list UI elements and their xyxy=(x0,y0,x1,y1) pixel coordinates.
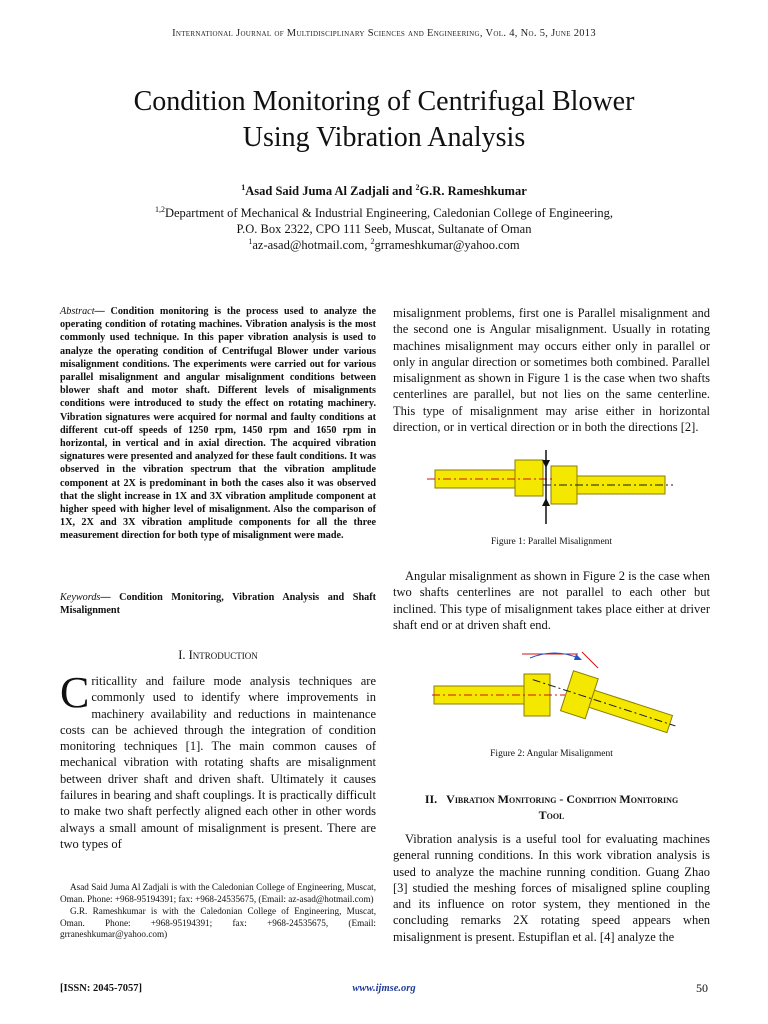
keywords xyxy=(60,591,376,617)
email-2: grrameshkumar@yahoo.com xyxy=(374,238,520,252)
journal-header: International Journal of Multidisciplinary Sciences and Engineering, Vol. 4, No. 5, June 2013 xyxy=(172,28,596,39)
author-2: G.R. Rameshkumar xyxy=(419,184,527,198)
affil-line-1: Department of Mechanical & Industrial Engineering, Caledonian College of Engineering, xyxy=(164,206,614,220)
figure-2-angular-misalignment xyxy=(430,646,680,736)
author-footnote xyxy=(60,882,376,942)
author-1: Asad Said Juma Al Zadjali xyxy=(245,184,390,198)
footnote-author-2: G.R. Rameshkumar is with the Caledonian College of Engineering, Muscat, Oman. Phone: +968-95194391; fax: +968-24535675, (Email: grraneshkumar@yahoo.com) xyxy=(60,906,376,940)
section-2-title-line-1: Vibration Monitoring - Condition Monitoring xyxy=(446,792,679,806)
footer-issn: [ISSN: 2045-7057] xyxy=(60,983,142,994)
section-1-number: I. xyxy=(178,648,189,662)
offset-arrow-bottom-icon xyxy=(542,498,550,506)
author1-marker: 1 xyxy=(241,182,246,192)
author2-marker: 2 xyxy=(415,182,420,192)
right-para-3: Vibration analysis is a useful tool for evaluating machines general running conditions. In this work vibration analysis is used to analyze the machine running condition. Guang Zhao [3] studied the meshing forces of misaligned spline coupling and its influence on rotor system, they mentioned in the concluding remarks 2X rotating speed appears when misalignment is present. Estupiflan et al. [4] analyze the xyxy=(393,832,710,944)
email-1: az-asad@hotmail.com, xyxy=(252,238,371,252)
affil-marker: 1,2 xyxy=(154,204,165,214)
affiliation xyxy=(0,205,768,253)
figure-2-caption: Figure 2: Angular Misalignment xyxy=(490,749,613,759)
angle-arrow-icon xyxy=(574,654,582,660)
title-line-2: Using Vibration Analysis xyxy=(242,122,526,153)
title-line-1: Condition Monitoring of Centrifugal Blower xyxy=(133,86,635,117)
section-2-number: II. xyxy=(424,792,438,806)
page-number: 50 xyxy=(696,981,708,995)
right-para-1: misalignment problems, first one is Parallel misalignment and the second one is Angular misalignment. Usually in rotating machines misalignment may occurs either only in parallel or only in angular direction or sometimes both combined. Parallel misalignment as shown in Figure 1 is the case when two shafts centerlines are parallel, but not lies on the same centerline. This type of misalignment may arise either in horizontal direction, or in vertical direction or in both the directions [2]. xyxy=(393,306,710,435)
driver-shaft xyxy=(434,686,524,704)
section-1-heading xyxy=(60,648,376,663)
keywords-text: — Condition Monitoring, Vibration Analysis and Shaft Misalignment xyxy=(60,592,376,617)
angle-marker-line xyxy=(582,652,598,668)
footer-website-link[interactable]: www.ijmse.org xyxy=(352,983,416,994)
figure-1-caption: Figure 1: Parallel Misalignment xyxy=(490,537,613,547)
abstract-text: — Condition monitoring is the process used to analyze the operating condition of rotating machines. Vibration analysis is the most commonly used technique. In this paper vibration analysis is used to analyze the operating condition of Centrifugal Blower under various misalignment conditions. The experiments were carried out for various parallel misalignment and angular misalignment conditions between blower shaft and motor shaft. Different levels of misalignments conditions were introduced to study the effect on rotating machinery. Vibration signatures were acquired for normal and faulty conditions at different cut-off speeds of 1250 rpm, 1450 rpm and 1650 rpm in horizontal, in vertical and in axial direction. The acquired vibration signatures were presented and analyzed for these fault conditions. It was observed in the vibration spectrum that the vibration amplitude component at 2X is predominant in both the cases also it was observed that the slight increase in 1X and 3X vibration amplitude component at higher speed with higher level of misalignment. Also the comparison of 1X, 2X and 3X vibration amplitude components for all the three measurement direction for both type of misalignment were made. xyxy=(60,306,376,542)
right-para-2: Angular misalignment as shown in Figure 2 is the case when two shafts centerlines are not parallel to each other but inclined. This type of misalignment takes place either at driver shaft end or at driven shaft end. xyxy=(393,569,710,632)
section-2-title-line-2: Tool xyxy=(538,808,565,822)
section-1-title: Introduction xyxy=(188,648,258,662)
section-1-text: riticallity and failure mode analysis techniques are commonly used to identify where improvements in machinery availability and reductions in maintenance costs can be achieved through the integration of condition monitoring techniques [1]. The main common causes of mechanical vibration with rotating shafts are misalignment between driver shaft and driven shaft. Ultimately it causes failures in bearing and shaft couplings. It is practically difficult to make two shaft perfectly aligned each other in other words always a small amount of misalignment is present. There are two types of xyxy=(60,674,376,851)
drop-cap: C xyxy=(60,668,90,717)
figure-1-parallel-misalignment xyxy=(425,446,675,528)
abstract xyxy=(60,305,376,543)
keywords-label: Keywords xyxy=(60,592,101,603)
footnote-author-1: Asad Said Juma Al Zadjali is with the Caledonian College of Engineering, Muscat, Oman. Phone: +968-95194391; fax: +968-24535675, (Email: az-asad@hotmail.com) xyxy=(60,882,376,904)
email2-marker: 2 xyxy=(370,236,375,246)
section-1-body xyxy=(60,668,376,852)
paper-title xyxy=(60,84,708,156)
section-2-heading xyxy=(393,791,710,823)
email1-marker: 1 xyxy=(248,236,253,246)
driver-coupling xyxy=(515,460,543,496)
abstract-label: Abstract xyxy=(60,306,95,317)
author-conjunction: and xyxy=(389,184,416,198)
authors xyxy=(0,184,768,199)
affil-line-2: P.O. Box 2322, CPO 111 Seeb, Muscat, Sultanate of Oman xyxy=(236,222,532,236)
